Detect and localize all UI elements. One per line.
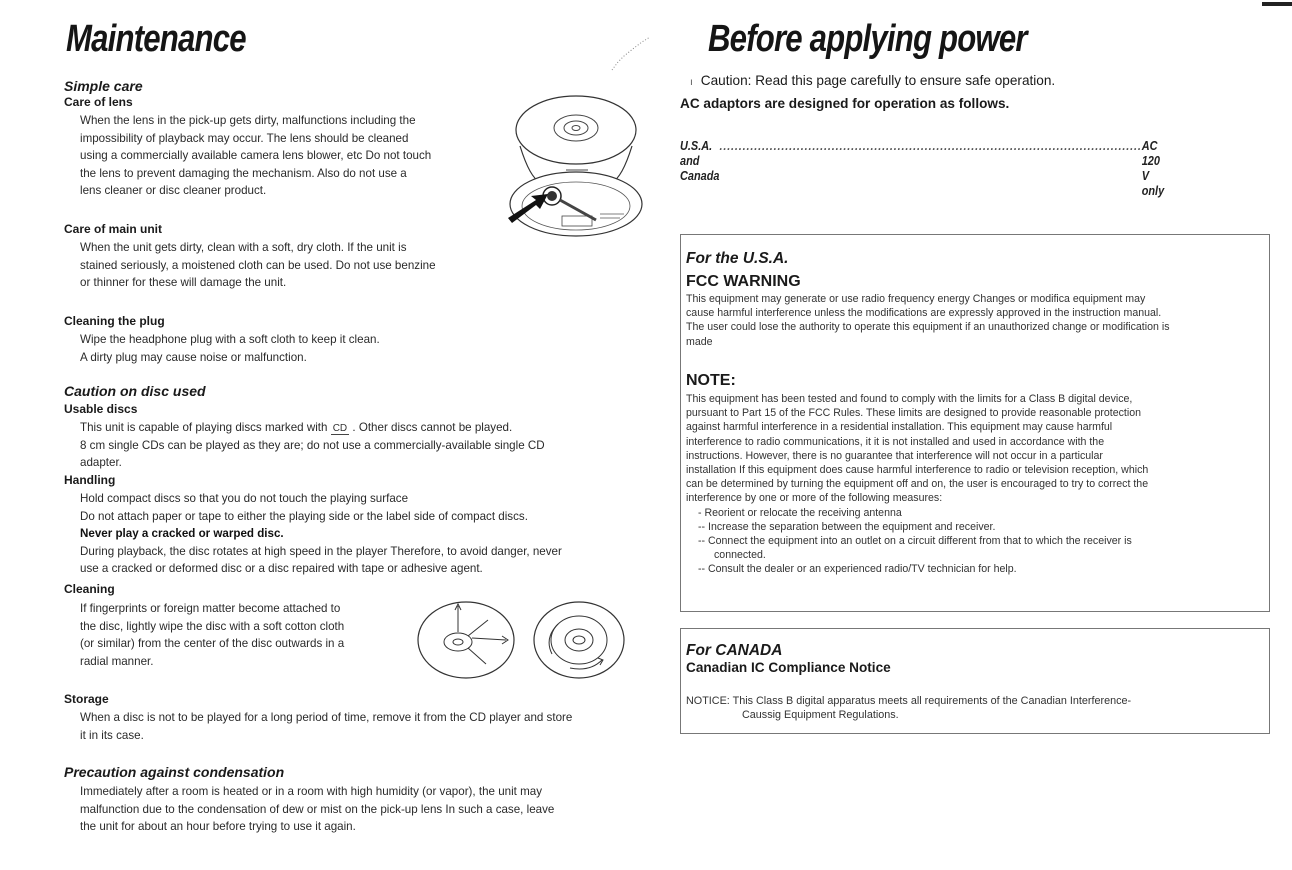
text-line: lens cleaner or disc cleaner product. xyxy=(80,184,267,198)
text-line: malfunction due to the condensation of dew or mist on the pick-up lens In such a case, leave xyxy=(80,802,555,816)
note-heading: NOTE: xyxy=(686,372,736,389)
care-of-main-unit-heading: Care of main unit xyxy=(64,222,163,236)
caution-text: Caution: Read this page carefully to ensure safe operation. xyxy=(700,73,1056,88)
simple-care-heading: Simple care xyxy=(64,78,143,94)
caution-line xyxy=(690,73,1055,88)
text-line: using a commercially available camera lens blower, etc Do not touch xyxy=(80,149,432,163)
dot-leader: ............................................................................................................. xyxy=(719,138,1142,153)
cleaning-heading: Cleaning xyxy=(64,582,115,596)
fcc-warning-heading: FCC WARNING xyxy=(686,273,801,290)
text-line: 8 cm single CDs can be played as they are; do not use a commercially-available single CD xyxy=(80,438,545,452)
corner-mark xyxy=(1262,2,1292,6)
text-line: instructions. However, there is no guarantee that interference will not occur in a particular xyxy=(686,449,1103,462)
text-line: or thinner for these will damage the unit. xyxy=(80,276,287,290)
measure-item: - Reorient or relocate the receiving antenna xyxy=(698,506,902,519)
condensation-heading: Precaution against condensation xyxy=(64,764,285,780)
text-line: NOTICE: This Class B digital apparatus meets all requirements of the Canadian Interference- xyxy=(686,695,1132,707)
text-line: Immediately after a room is heated or in a room with high humidity (or vapor), the unit may xyxy=(80,785,543,798)
fcc-warning-text xyxy=(686,292,1264,349)
cd-player-lens-illustration xyxy=(500,88,652,240)
text-line: A dirty plug may cause noise or malfunction. xyxy=(80,350,307,364)
region-voltage: AC 120 V only xyxy=(1141,138,1165,198)
warning-line: Never play a cracked or warped disc. xyxy=(80,527,284,541)
page-title-before-power: Before applying power xyxy=(708,18,1027,60)
text-line: Wipe the headphone plug with a soft cloth to keep it clean. xyxy=(80,333,380,346)
measure-item: -- Connect the equipment into an outlet on a circuit different from that to which the receiver is xyxy=(698,535,1132,548)
text-line: Hold compact discs so that you do not touch the playing surface xyxy=(80,492,409,505)
text-line: radial manner. xyxy=(80,654,154,668)
text-line: the lens to prevent damaging the mechanism. Also do not use a xyxy=(80,166,407,180)
usable-discs-text xyxy=(80,419,660,472)
text-line: Caussig Equipment Regulations. xyxy=(742,709,899,721)
text-span: . Other discs cannot be played. xyxy=(352,421,513,434)
text-line: Do not attach paper or tape to either the playing side or the label side of compact discs. xyxy=(80,509,528,523)
text-line: interference by one or more of the following measures: xyxy=(686,492,943,505)
text-line: pursuant to Part 15 of the FCC Rules. These limits are designed to provide reasonable protection xyxy=(686,407,1141,420)
canada-notice-text xyxy=(686,694,1266,722)
usable-discs-line xyxy=(80,419,660,437)
condensation-text xyxy=(80,783,670,836)
adaptor-spec-row xyxy=(680,138,1165,198)
radial-wipe-correct-illustration xyxy=(414,598,518,682)
handling-heading: Handling xyxy=(64,473,116,487)
handling-text xyxy=(80,490,670,578)
pen-stroke-graphic xyxy=(608,34,658,74)
canada-box-heading: For CANADA xyxy=(686,642,783,659)
storage-text xyxy=(80,709,670,744)
care-of-lens-heading: Care of lens xyxy=(64,95,133,109)
note-text xyxy=(686,392,1264,577)
text-line: interference to radio communications, it it is not installed and used in accordance with the xyxy=(686,435,1105,448)
cleaning-plug-heading: Cleaning the plug xyxy=(64,314,165,328)
measure-item: -- Consult the dealer or an experienced radio/TV technician for help. xyxy=(698,563,1017,576)
text-line: This equipment has been tested and found to comply with the limits for a Class B digital device, xyxy=(686,393,1133,405)
text-line: When the unit gets dirty, clean with a soft, dry cloth. If the unit is xyxy=(80,241,407,254)
text-line: If fingerprints or foreign matter become attached to xyxy=(80,602,341,615)
text-line: The user could lose the authority to operate this equipment if an unauthorized change or modification is xyxy=(686,321,1170,334)
caution-disc-heading: Caution on disc used xyxy=(64,383,206,399)
measure-item-continued: connected. xyxy=(714,549,766,562)
text-line: installation If this equipment does cause harmful interference to radio or television reception, which xyxy=(686,464,1149,477)
text-line: it in its case. xyxy=(80,728,144,742)
circular-wipe-incorrect-illustration xyxy=(530,598,628,682)
text-line: During playback, the disc rotates at high speed in the player Therefore, to avoid danger, never xyxy=(80,544,562,558)
cleaning-text xyxy=(80,600,410,670)
usa-box-heading: For the U.S.A. xyxy=(686,250,789,267)
usable-discs-heading: Usable discs xyxy=(64,402,138,416)
text-line: When the lens in the pick-up gets dirty, malfunctions including the xyxy=(80,114,416,127)
text-line: against harmful interference in a residential installation. This equipment may cause harmful xyxy=(686,421,1113,434)
measure-item: -- Increase the separation between the equipment and receiver. xyxy=(698,520,996,533)
compact-disc-logo-icon: CD xyxy=(332,423,348,434)
text-line: made xyxy=(686,335,713,348)
text-line: use a cracked or deformed disc or a disc repaired with tape or adhesive agent. xyxy=(80,562,483,576)
care-of-lens-text xyxy=(80,112,490,200)
text-span: This unit is capable of playing discs marked with xyxy=(80,421,328,434)
text-line: impossibility of playback may occur. The lens should be cleaned xyxy=(80,131,409,145)
canada-ic-heading: Canadian IC Compliance Notice xyxy=(686,660,891,675)
care-of-main-unit-text xyxy=(80,239,500,292)
text-line: stained seriously, a moistened cloth can be used. Do not use benzine xyxy=(80,258,436,272)
text-line: (or similar) from the center of the disc outwards in a xyxy=(80,637,345,651)
text-line: can be determined by turning the equipment off and on, the user is encouraged to try to correct the xyxy=(686,478,1149,491)
text-line: cause harmful interference unless the modifications are expressly approved in the instruction manual. xyxy=(686,307,1162,320)
text-line: When a disc is not to be played for a long period of time, remove it from the CD player and store xyxy=(80,711,573,724)
text-line: This equipment may generate or use radio frequency energy Changes or modifica equipment may xyxy=(686,293,1146,305)
text-line: the unit for about an hour before trying to use it again. xyxy=(80,820,356,834)
cleaning-plug-text xyxy=(80,331,500,366)
page-title-maintenance: Maintenance xyxy=(66,18,246,60)
region-label: U.S.A. and Canada xyxy=(680,138,720,183)
adaptor-note: AC adaptors are designed for operation as follows. xyxy=(680,96,1010,111)
storage-heading: Storage xyxy=(64,692,109,706)
text-line: adapter. xyxy=(80,456,122,470)
bullet-icon: ı xyxy=(690,77,693,88)
text-line: the disc, lightly wipe the disc with a soft cotton cloth xyxy=(80,619,345,633)
